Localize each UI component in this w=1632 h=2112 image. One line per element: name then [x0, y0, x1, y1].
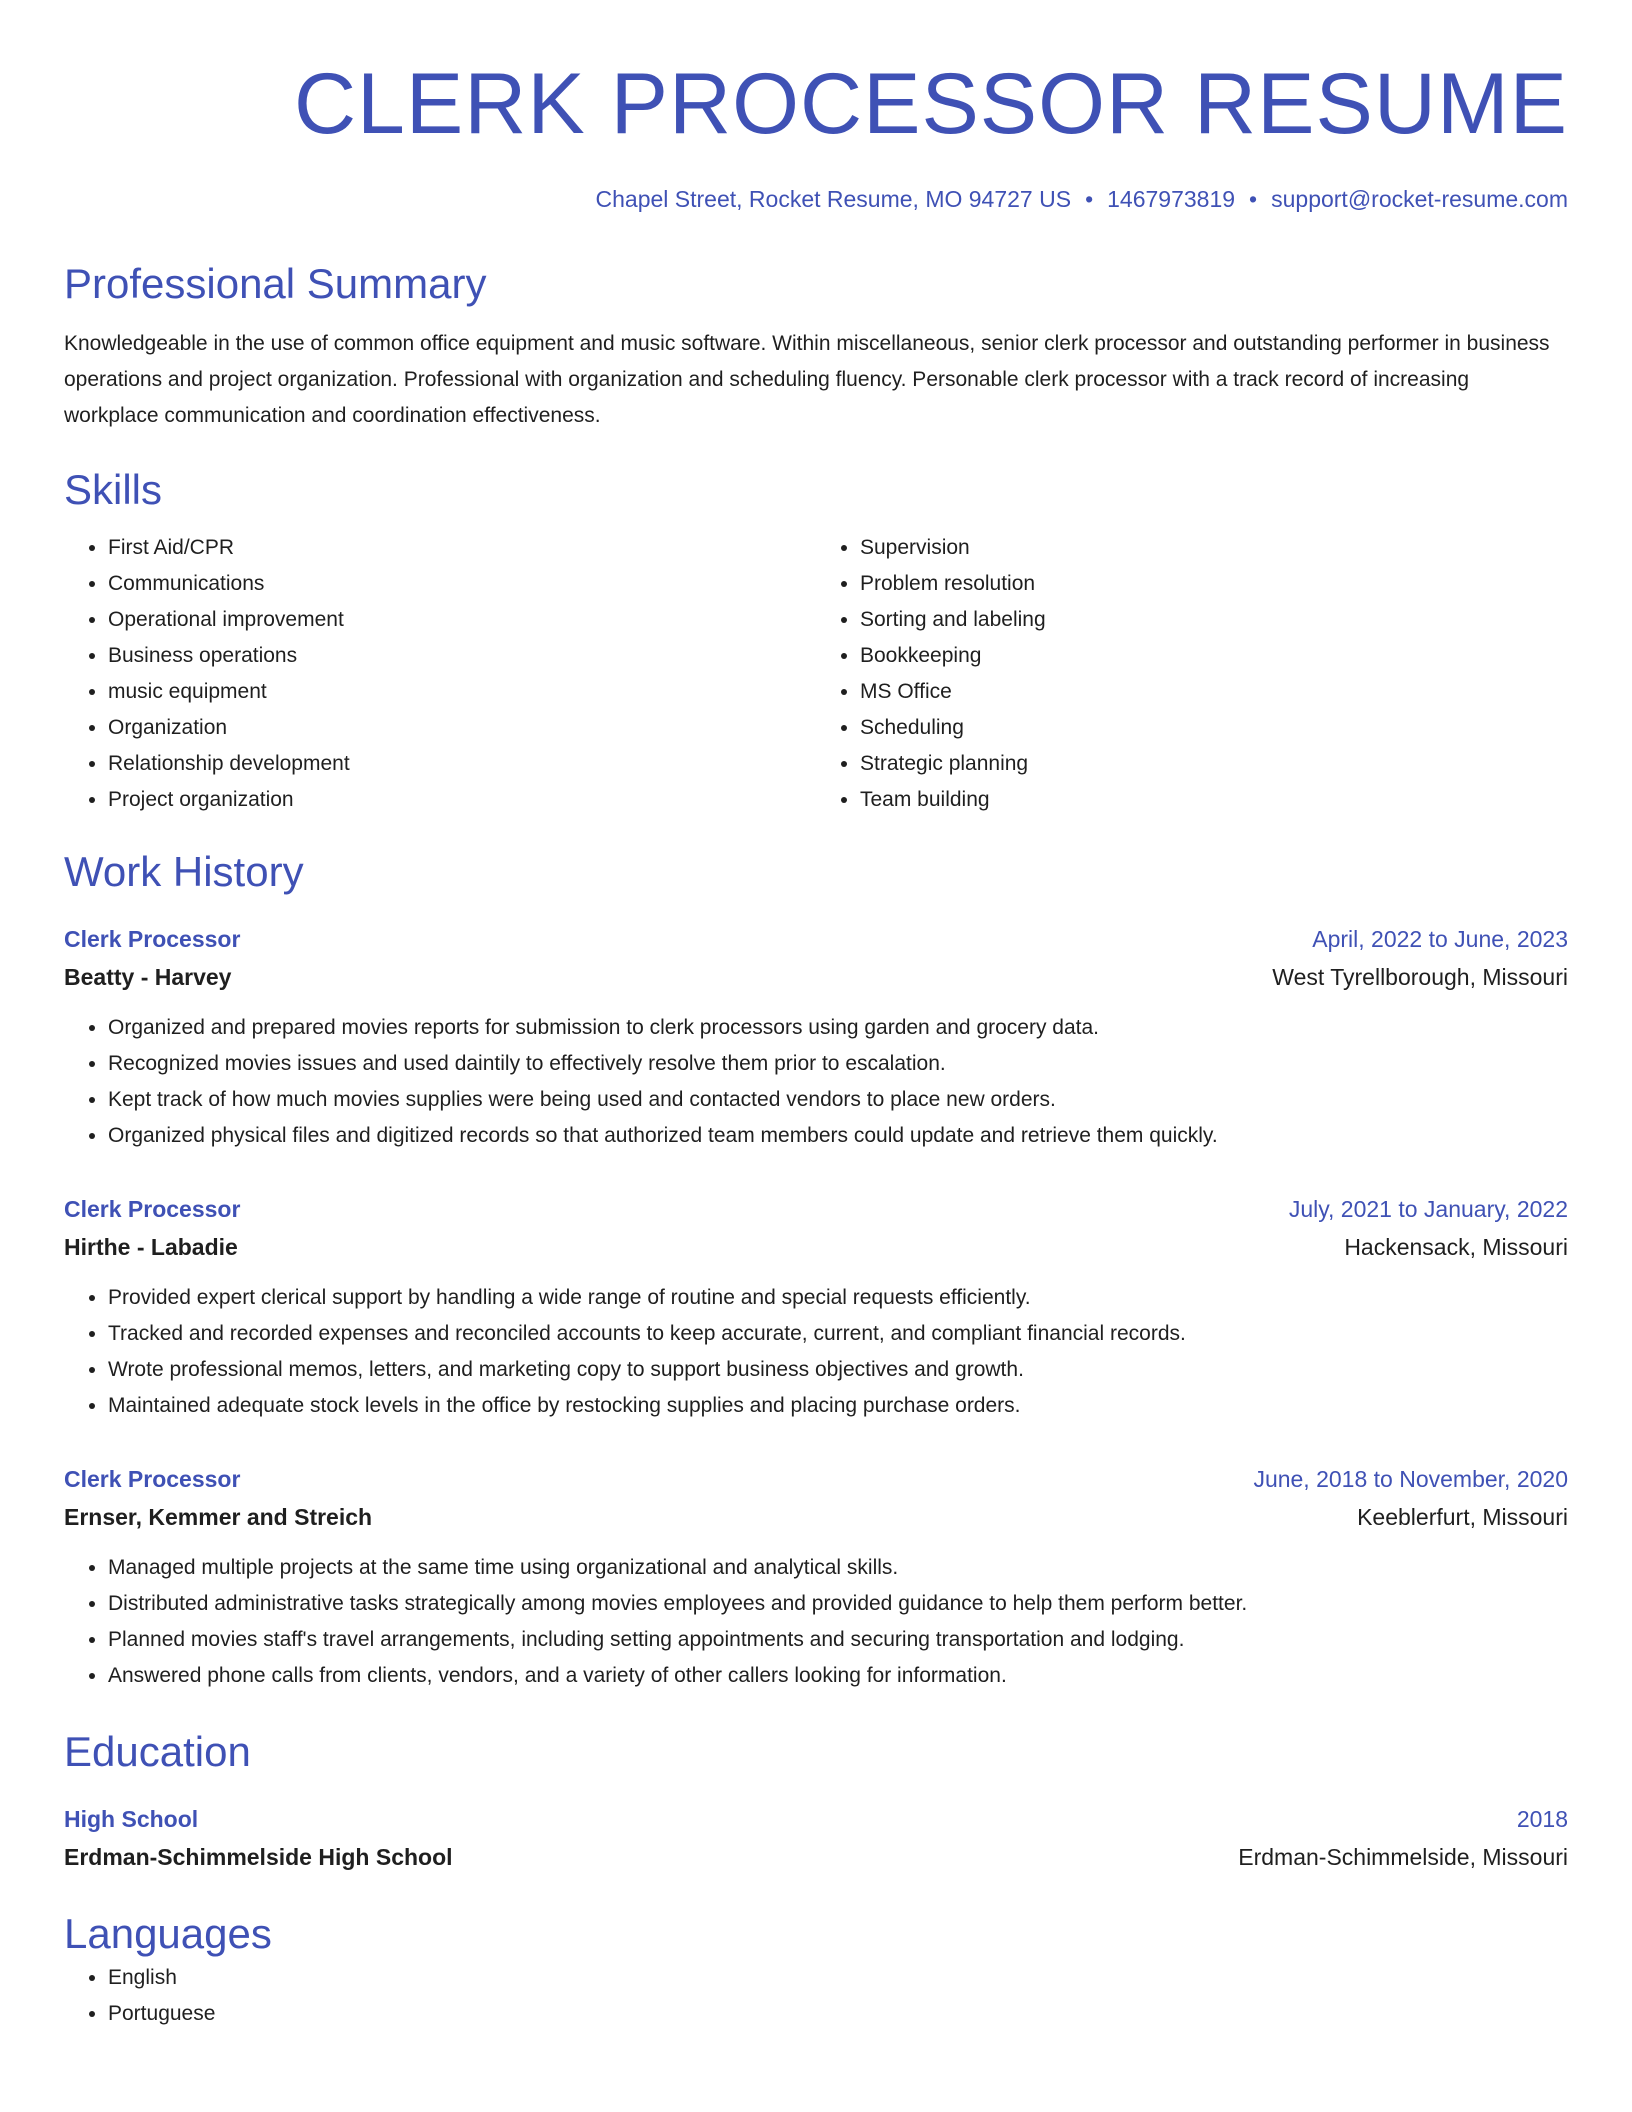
- education-degree: High School: [64, 1806, 199, 1832]
- skill-item: • Problem resolution: [860, 566, 1568, 602]
- skills-columns: [64, 530, 1568, 818]
- job-bullet: • Organized and prepared movies reports for submission to clerk processors using garden and grocery data.: [108, 1010, 1568, 1046]
- job-title: Clerk Processor: [64, 1196, 241, 1222]
- skill-item: • Operational improvement: [108, 602, 816, 638]
- job-entry: [64, 1190, 1568, 1424]
- job-dates: April, 2022 to June, 2023: [1312, 926, 1568, 952]
- summary-text: Knowledgeable in the use of common office equipment and music software. Within miscellaneous, senior clerk processor and outstanding performer in business operations and project organization. Professional with organization and scheduling fluency. Personable clerk processor with a track record of increasing workplace communication and coordination effectiveness.: [64, 332, 1550, 427]
- job-title: Clerk Processor: [64, 1466, 241, 1492]
- skill-item: • Bookkeeping: [860, 638, 1568, 674]
- skill-item: • Team building: [860, 782, 1568, 818]
- language-item: • English: [108, 1960, 1568, 1996]
- job-location: Keeblerfurt, Missouri: [1357, 1504, 1568, 1530]
- job-company: Beatty - Harvey: [64, 964, 232, 990]
- skill-item: • Project organization: [108, 782, 816, 818]
- job-bullet: • Wrote professional memos, letters, and marketing copy to support business objectives and growth.: [108, 1352, 1568, 1388]
- contact-email: support@rocket-resume.com: [1271, 186, 1568, 212]
- job-company: Ernser, Kemmer and Streich: [64, 1504, 373, 1530]
- job-bullet: • Tracked and recorded expenses and reconciled accounts to keep accurate, current, and compliant financial records.: [108, 1316, 1568, 1352]
- contact-phone: 1467973819: [1107, 186, 1236, 212]
- skill-item: • Supervision: [860, 530, 1568, 566]
- job-bullet: • Planned movies staff's travel arrangements, including setting appointments and securing transportation and lodging.: [108, 1622, 1568, 1658]
- job-bullet: • Kept track of how much movies supplies were being used and contacted vendors to place new orders.: [108, 1082, 1568, 1118]
- job-bullet: • Answered phone calls from clients, vendors, and a variety of other callers looking for information.: [108, 1658, 1568, 1694]
- skills-left-list: [64, 530, 816, 818]
- skill-item: • MS Office: [860, 674, 1568, 710]
- job-entry: [64, 920, 1568, 1154]
- education-location: Erdman-Schimmelside, Missouri: [1238, 1844, 1568, 1870]
- job-location: Hackensack, Missouri: [1344, 1234, 1568, 1260]
- job-dates: July, 2021 to January, 2022: [1288, 1196, 1568, 1222]
- job-bullet: • Organized physical files and digitized records so that authorized team members could update and retrieve them quickly.: [108, 1118, 1568, 1154]
- skill-item: • First Aid/CPR: [108, 530, 816, 566]
- job-entry: [64, 1460, 1568, 1694]
- contact-address: Chapel Street, Rocket Resume, MO 94727 US: [595, 186, 1072, 212]
- contact-separator: •: [1085, 186, 1094, 212]
- job-company: Hirthe - Labadie: [64, 1234, 238, 1260]
- skill-item: • Organization: [108, 710, 816, 746]
- skill-item: • Communications: [108, 566, 816, 602]
- skill-item: • Business operations: [108, 638, 816, 674]
- skills-heading: Skills: [64, 466, 163, 513]
- contact-line: [64, 184, 1568, 214]
- job-bullet: • Provided expert clerical support by handling a wide range of routine and special requests efficiently.: [108, 1280, 1568, 1316]
- skill-item: • Sorting and labeling: [860, 602, 1568, 638]
- job-location: West Tyrellborough, Missouri: [1272, 964, 1568, 990]
- language-item: • Portuguese: [108, 1996, 1568, 2032]
- job-bullet: • Maintained adequate stock levels in the office by restocking supplies and placing purchase orders.: [108, 1388, 1568, 1424]
- skills-right-list: [816, 530, 1568, 818]
- job-bullets: [64, 1550, 1568, 1694]
- languages-heading: Languages: [64, 1910, 272, 1957]
- skill-item: • Relationship development: [108, 746, 816, 782]
- job-bullet: • Managed multiple projects at the same time using organizational and analytical skills.: [108, 1550, 1568, 1586]
- education-heading: Education: [64, 1728, 251, 1775]
- job-bullets: [64, 1010, 1568, 1154]
- job-dates: June, 2018 to November, 2020: [1253, 1466, 1568, 1492]
- job-title: Clerk Processor: [64, 926, 241, 952]
- contact-separator: •: [1249, 186, 1258, 212]
- skill-item: • music equipment: [108, 674, 816, 710]
- job-bullet: • Recognized movies issues and used daintily to effectively resolve them prior to escalation.: [108, 1046, 1568, 1082]
- education-year: 2018: [1516, 1806, 1568, 1832]
- job-bullet: • Distributed administrative tasks strategically among movies employees and provided guidance to help them perform better.: [108, 1586, 1568, 1622]
- job-bullets: [64, 1280, 1568, 1424]
- languages-list: [64, 1960, 1568, 2032]
- summary-heading: Professional Summary: [64, 260, 487, 307]
- education-school: Erdman-Schimmelside High School: [64, 1844, 453, 1870]
- skill-item: • Scheduling: [860, 710, 1568, 746]
- education-entry: [64, 1800, 1568, 1876]
- resume-title: CLERK PROCESSOR RESUME: [293, 56, 1568, 152]
- skill-item: • Strategic planning: [860, 746, 1568, 782]
- work-history-heading: Work History: [64, 848, 304, 895]
